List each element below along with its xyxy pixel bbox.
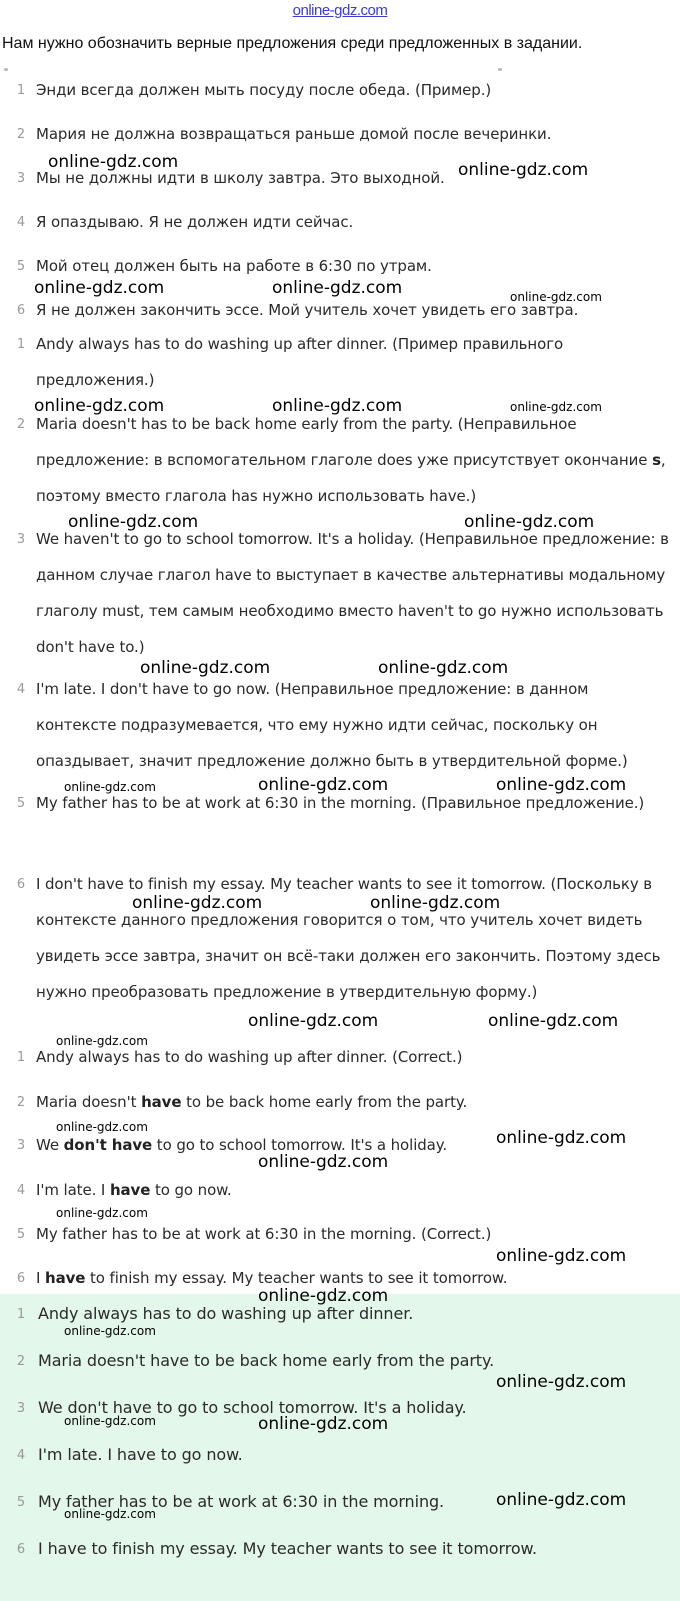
item-number: 4 xyxy=(16,682,26,697)
item-text xyxy=(36,1172,672,1208)
item-number: 1 xyxy=(16,337,26,352)
watermark-text: online-gdz.com xyxy=(34,396,165,416)
watermark-text: online-gdz.com xyxy=(496,1128,627,1148)
item-text: Andy always has to do washing up after dinner. xyxy=(38,1304,414,1323)
highlighted-word: don't have xyxy=(63,1136,153,1154)
text-fragment: to finish my essay. My teacher wants to see it tomorrow. xyxy=(85,1269,508,1287)
watermark-text: online-gdz.com xyxy=(370,893,501,913)
watermark-text: online-gdz.com xyxy=(510,400,602,414)
highlighted-word: have xyxy=(109,1181,151,1199)
item-text: I'm late. I have to go now. xyxy=(38,1445,243,1464)
item-text: Мы не должны идти в школу завтра. Это выходной. xyxy=(36,169,445,187)
watermark-text: online-gdz.com xyxy=(496,1490,627,1510)
item-text xyxy=(36,1084,672,1120)
watermark-text: online-gdz.com xyxy=(258,1414,389,1434)
highlighted-word: have xyxy=(141,1093,182,1111)
item-number: 4 xyxy=(16,215,26,230)
item-number: 2 xyxy=(16,127,26,142)
watermark-text: online-gdz.com xyxy=(272,278,403,298)
item-number: 5 xyxy=(16,796,26,811)
watermark-text: online-gdz.com xyxy=(272,396,403,416)
item-number: 3 xyxy=(16,171,26,186)
item-text: Andy always has to do washing up after dinner. (Пример правильного предложения.) xyxy=(36,335,564,389)
site-header-link[interactable]: online-gdz.com xyxy=(292,2,388,19)
item-number: 4 xyxy=(16,1183,26,1198)
item-number: 5 xyxy=(16,259,26,274)
item-text: Мой отец должен быть на работе в 6:30 по утрам. xyxy=(36,257,432,275)
item-number: 5 xyxy=(16,1227,26,1242)
text-fragment: , поэтому вместо глагола has нужно использовать have.) xyxy=(36,451,666,505)
watermark-text: online-gdz.com xyxy=(510,290,602,304)
watermark-text: online-gdz.com xyxy=(34,278,165,298)
watermark-text: online-gdz.com xyxy=(248,1011,379,1031)
watermark-text: online-gdz.com xyxy=(258,1152,389,1172)
item-text xyxy=(36,1260,672,1296)
watermark-text: online-gdz.com xyxy=(132,893,263,913)
item-number: 3 xyxy=(16,532,26,547)
item-number: 2 xyxy=(16,417,26,432)
watermark-text: online-gdz.com xyxy=(458,160,589,180)
item-text: Я опаздываю. Я не должен идти сейчас. xyxy=(36,213,354,231)
item-text: We don't have to go to school tomorrow. It's a holiday. xyxy=(38,1398,467,1417)
watermark-text: online-gdz.com xyxy=(56,1034,148,1048)
item-number: 5 xyxy=(16,1495,26,1510)
watermark-text: online-gdz.com xyxy=(496,775,627,795)
watermark-text: online-gdz.com xyxy=(488,1011,619,1031)
item-text: Мария не должна возвращаться раньше домой после вечеринки. xyxy=(36,125,552,143)
text-fragment: Maria doesn't xyxy=(36,1093,142,1111)
item-number: 2 xyxy=(16,1354,26,1369)
watermark-text: online-gdz.com xyxy=(258,775,389,795)
item-number: 6 xyxy=(16,1271,26,1286)
item-number: 4 xyxy=(16,1448,26,1463)
item-number: 2 xyxy=(16,1095,26,1110)
watermark-text: online-gdz.com xyxy=(64,1414,156,1428)
item-text: My father has to be at work at 6:30 in the morning. (Правильное предложение.) xyxy=(36,794,645,812)
item-text xyxy=(36,1216,672,1252)
item-text: I'm late. I don't have to go now. (Неправильное предложение: в данном контексте подразумевается, что ему нужно идти сейчас, поскольку он опаздывает, значит предложение должно быть в утвердительной форме.) xyxy=(36,680,628,770)
watermark-text: online-gdz.com xyxy=(258,1286,389,1306)
text-fragment: We xyxy=(36,1136,64,1154)
item-text: We haven't to go to school tomorrow. It's a holiday. (Неправильное предложение: в данном случае глагол have to выступает в качестве альтернативы модальному глаголу must, тем самым необходимо вместо haven't to go нужно использовать don't have to.) xyxy=(36,530,669,656)
item-text: Энди всегда должен мыть посуду после обеда. (Пример.) xyxy=(36,81,492,99)
item-number: 1 xyxy=(16,1307,26,1322)
text-fragment: to be back home early from the party. xyxy=(181,1093,468,1111)
text-fragment: s xyxy=(652,451,661,469)
item-text: Maria doesn't have to be back home early from the party. xyxy=(38,1351,495,1370)
item-number: 6 xyxy=(16,1542,26,1557)
item-number: 3 xyxy=(16,1401,26,1416)
watermark-text: online-gdz.com xyxy=(378,658,509,678)
text-fragment: to go to school tomorrow. It's a holiday. xyxy=(152,1136,448,1154)
watermark-text: online-gdz.com xyxy=(464,512,595,532)
watermark-text: online-gdz.com xyxy=(68,512,199,532)
intro-text: Нам нужно обозначить верные предложения среди предложенных в задании. xyxy=(2,35,583,52)
item-text xyxy=(36,1039,672,1075)
text-fragment: Andy always has to do washing up after dinner. (Correct.) xyxy=(36,1048,463,1066)
watermark-text: online-gdz.com xyxy=(140,658,271,678)
item-number: 1 xyxy=(16,1050,26,1065)
text-fragment: to go now. xyxy=(150,1181,232,1199)
watermark-text: online-gdz.com xyxy=(64,780,156,794)
watermark-text: online-gdz.com xyxy=(64,1324,156,1338)
text-fragment: Maria doesn't has to be back home early from the party. (Неправильное предложение: в вспомогательном глаголе does уже присутствует окончание xyxy=(36,415,653,469)
text-fragment: My father has to be at work at 6:30 in the morning. (Correct.) xyxy=(36,1225,492,1243)
highlighted-word: have xyxy=(45,1269,86,1287)
item-text: Я не должен закончить эссе. Мой учитель хочет увидеть его завтра. xyxy=(36,301,579,319)
item-number: 1 xyxy=(16,83,26,98)
text-fragment: I xyxy=(36,1269,45,1287)
watermark-text: online-gdz.com xyxy=(496,1246,627,1266)
item-number: 3 xyxy=(16,1138,26,1153)
item-text: My father has to be at work at 6:30 in the morning. xyxy=(38,1492,445,1511)
item-text xyxy=(36,1127,672,1163)
item-number: 6 xyxy=(16,877,26,892)
watermark-text: online-gdz.com xyxy=(56,1206,148,1220)
watermark-text: online-gdz.com xyxy=(64,1507,156,1521)
item-text xyxy=(36,406,672,514)
watermark-text: online-gdz.com xyxy=(48,152,179,172)
item-text: I don't have to finish my essay. My teacher wants to see it tomorrow. (Поскольку в контексте данного предложения говорится о том, что учитель хочет видеть увидеть эссе завтра, значит он всё-таки должен его закончить. Поэтому здесь нужно преобразовать предложение в утвердительную форму.) xyxy=(36,875,661,1001)
text-fragment: I'm late. I xyxy=(36,1181,110,1199)
item-number: 6 xyxy=(16,303,26,318)
watermark-text: online-gdz.com xyxy=(496,1372,627,1392)
item-text: I have to finish my essay. My teacher wants to see it tomorrow. xyxy=(38,1539,538,1558)
watermark-text: online-gdz.com xyxy=(56,1120,148,1134)
